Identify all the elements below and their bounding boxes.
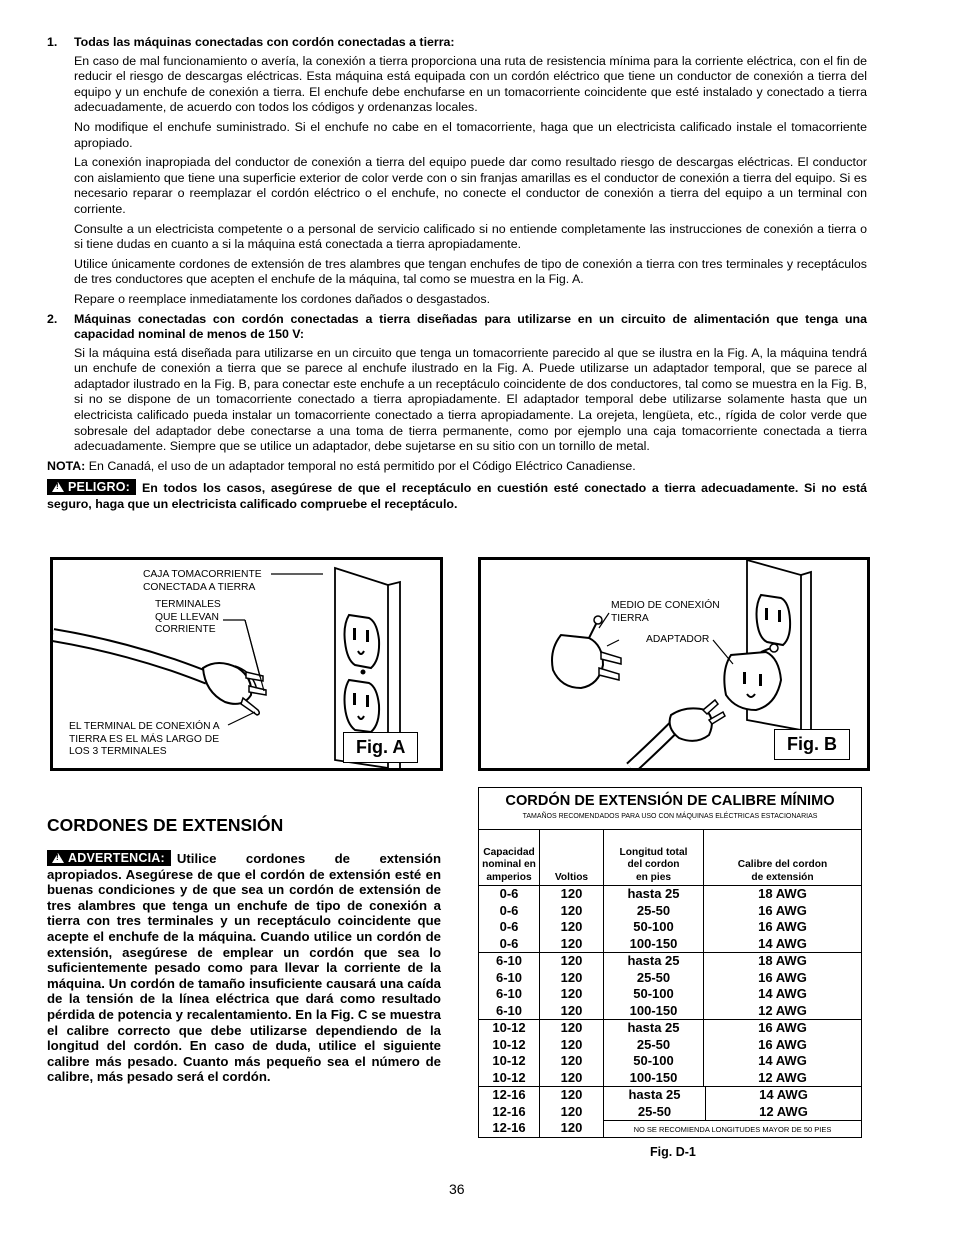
table-cell: 12 AWG (758, 1002, 807, 1018)
volts-column (539, 953, 603, 1019)
section-title: CORDONES DE EXTENSIÓN (47, 815, 284, 835)
warning-triangle-icon (52, 853, 64, 863)
table-cell: 14 AWG (759, 1087, 808, 1102)
table-cell: 50-100 (633, 919, 674, 934)
label-live-terminals: TERMINALES QUE LLEVAN CORRIENTE (155, 599, 221, 635)
label-ground-means: MEDIO DE CONEXIÓN TIERRA (611, 600, 720, 624)
danger-text: En todos los casos, asegúrese de que el receptáculo en cuestión esté conectado a tierra adecuadamente. Si no está seguro, haga que un electricista calificado compruebe el receptáculo. (47, 481, 867, 512)
volts-column (539, 1087, 603, 1137)
table-cell: 120 (560, 969, 583, 985)
warning-text (47, 850, 441, 1085)
table-cell: 16 AWG (758, 1020, 807, 1035)
item-number: 2. (47, 311, 58, 326)
table-cell: 120 (560, 1087, 583, 1102)
table-cell: 120 (560, 1069, 583, 1085)
table-cell: 50-100 (633, 1053, 674, 1068)
table-cell: 6-10 (495, 986, 523, 1001)
item-title: Todas las máquinas conectadas con cordón conectadas a tierra: (74, 35, 455, 49)
table-cell: 120 (560, 1103, 583, 1119)
item-title: Máquinas conectadas con cordón conectadas a tierra diseñadas para utilizarse en un circuito de alimentación que tenga una capacidad nominal de menos de 150 V: (74, 311, 867, 342)
length-column (603, 1020, 703, 1086)
column-headers (479, 830, 861, 886)
fig-a-tag: Fig. A (343, 732, 418, 763)
header-gauge: Calibre del cordon de extensión (703, 830, 861, 885)
extension-cords-section (47, 815, 441, 1085)
danger-badge (47, 479, 136, 495)
table-cell: hasta 25 (627, 1020, 680, 1035)
table-cell: 25-50 (636, 969, 671, 985)
table-cell: 25-50 (637, 1103, 672, 1119)
table-cell: 120 (560, 886, 583, 901)
note (47, 459, 867, 475)
table-row-group (479, 1020, 861, 1087)
table-subtitle: TAMAÑOS RECOMENDADOS PARA USO CON MÁQUINAS ELÉCTRICAS ESTACIONARIAS (522, 813, 818, 820)
warning-body: Utilice cordones de extensión apropiados. Asegúrese de que el cordón de extensión esté en buenas condiciones y de que sea un cordón de extensión de tres alambres que tenga un enchufe de tipo de conexión a tierra con tres terminales y un receptáculo coincidente que acepte el enchufe de la máquina. Cuando utilice un cordón de extensión, asegúrese de emplear un cordón que sea lo suficientemente pesado como para llevar la corriente de la máquina. Un cordón de tamaño insuficiente causará una caída de la tensión de la línea eléctrica que dará como resultado pérdida de potencia y recalentamiento. En la Fig. C se muestra el calibre correcto que debe utilizarse dependiendo de la longitud del cordón. En caso de duda, utilice el siguiente calibre más pesado. Cuanto más pequeño sea el número de calibre, más pesado será el cordón. (47, 851, 441, 1085)
table-cell: 25-50 (636, 902, 671, 918)
label-adapter: ADAPTADOR (646, 634, 710, 645)
table-cell: 12-16 (492, 1103, 526, 1119)
table-cell: 120 (560, 1120, 583, 1135)
table-cell: 6-10 (495, 969, 523, 985)
table-cell: 0-6 (499, 902, 519, 918)
table-cell: 12 AWG (758, 1069, 807, 1085)
table-cell: 50-100 (633, 986, 674, 1001)
note-label: NOTA: (47, 458, 86, 473)
danger-badge-label: PELIGRO: (68, 480, 131, 495)
table-cell: 16 AWG (758, 969, 807, 985)
header-volts: Voltios (539, 830, 603, 885)
label-ground-terminal: EL TERMINAL DE CONEXIÓN A TIERRA ES EL MÁS LARGO DE LOS 3 TERMINALES (69, 721, 220, 757)
label-outlet-box: CAJA TOMACORRIENTE CONECTADA A TIERRA (143, 569, 262, 593)
table-note: NO SE RECOMIENDA LONGITUDES MAYOR DE 50 PIES (603, 1121, 861, 1137)
volts-column (539, 886, 603, 952)
table-cell: 120 (560, 986, 583, 1001)
volts-column (539, 1020, 603, 1086)
table-cell: 6-10 (495, 1002, 523, 1018)
danger-warning (47, 479, 867, 512)
table-cell: 18 AWG (758, 886, 807, 901)
table-cell: 14 AWG (758, 1053, 807, 1068)
table-cell: 18 AWG (758, 953, 807, 968)
table-cell: 100-150 (629, 1002, 678, 1018)
table-cell: 100-150 (629, 1069, 678, 1085)
table-cell: 120 (560, 919, 583, 934)
table-cell: 120 (560, 953, 583, 968)
table-cell: 12-16 (492, 1120, 526, 1135)
instruction-item-2 (47, 312, 867, 346)
length-column (603, 953, 703, 1019)
table-header (479, 788, 861, 830)
table-cell: 120 (560, 1053, 583, 1068)
table-caption: Fig. D-1 (650, 1145, 696, 1159)
gauge-column (705, 1087, 861, 1120)
paragraph: Repare o reemplace inmediatamente los cordones dañados o desgastados. (74, 291, 491, 306)
note-text: En Canadá, el uso de un adaptador temporal no está permitido por el Código Eléctrico Canadiense. (85, 458, 636, 473)
paragraph: No modifique el enchufe suministrado. Si el enchufe no cabe en el tomacorriente, haga que un electricista calificado instale el tomacorriente apropiado. (74, 119, 867, 150)
figure-b (478, 557, 870, 771)
table-cell: 16 AWG (758, 902, 807, 918)
table-cell: 120 (560, 902, 583, 918)
header-length: Longitud total del cordon en pies (603, 830, 703, 885)
figure-a (50, 557, 443, 771)
header-amps: Capacidad nominal en amperios (482, 846, 536, 883)
grounding-instructions (47, 35, 867, 513)
table-cell: 0-6 (499, 935, 519, 951)
fig-b-tag: Fig. B (774, 729, 850, 760)
table-cell: 100-150 (629, 935, 678, 951)
amps-column (479, 1020, 539, 1086)
length-column (603, 886, 703, 952)
table-cell: 14 AWG (758, 986, 807, 1001)
gauge-column (703, 953, 861, 1019)
table-row-group (479, 1087, 861, 1137)
gauge-column (703, 886, 861, 952)
warning-badge (47, 850, 171, 866)
amps-column (479, 886, 539, 952)
paragraph: La conexión inapropiada del conductor de conexión a tierra del equipo puede dar como resultado riesgo de descargas eléctricas. El conductor con aislamiento que tiene una superficie exterior de color verde con o sin franjas amarillas es el conductor de conexión a tierra del equipo. Si es necesario reparar o reemplazar el cordón eléctrico o el enchufe, no conecte el conductor de conexión a tierra del equipo a un terminal con corriente. (74, 155, 867, 216)
table-cell: 120 (560, 1036, 583, 1052)
table-row-group (479, 886, 861, 953)
table-cell: 10-12 (492, 1036, 526, 1052)
table-row-group (479, 953, 861, 1020)
table-cell: hasta 25 (627, 886, 680, 901)
table-cell: 16 AWG (758, 1036, 807, 1052)
item-number: 1. (47, 35, 58, 49)
table-cell: 6-10 (495, 953, 523, 968)
partial-columns (603, 1087, 861, 1137)
table-cell: hasta 25 (627, 953, 680, 968)
table-cell: hasta 25 (628, 1087, 681, 1102)
table-cell: 25-50 (636, 1036, 671, 1052)
table-cell: 12 AWG (759, 1103, 808, 1119)
table-cell: 14 AWG (758, 935, 807, 951)
paragraph: Si la máquina está diseñada para utilizarse en un circuito que tenga un tomacorriente parecido al que se ilustra en la Fig. A, la máquina tendrá un enchufe de conexión a tierra que se parece al enchufe ilustrado en la Fig. A. Puede utilizarse un adaptador temporal, que se parece al adaptador ilustrado en la Fig. B, para conectar este enchufe a un receptáculo coincidente de dos conductores, tal como se muestra en la Fig. B, si no se dispone de un tomacorriente conectado a tierra apropiadamente. El adaptador temporal debe utilizarse solamente hasta que un electricista calificado pueda instalar un tomacorriente conectado a tierra apropiadamente. La orejeta, lengüeta, etc., rígida de color verde que sobresale del adaptador debe conectarse a una toma de tierra permanente, como por ejemplo una caja tomacorriente conectada a tierra adecuadamente. Siempre que se utilice un adaptador, debe sujetarse en su sitio con un tornillo de metal. (74, 345, 867, 454)
table-cell: 120 (560, 1020, 583, 1035)
paragraph: Utilice únicamente cordones de extensión de tres alambres que tengan enchufes de tipo de conexión a tierra con tres terminales y receptáculos de tres conductores que acepten el enchufe de la máquina, tal como se muestra en la Fig. A. (74, 256, 867, 287)
table-cell: 0-6 (499, 919, 519, 934)
table-cell: 120 (560, 935, 583, 951)
table-cell: 16 AWG (758, 919, 807, 934)
paragraph: Consulte a un electricista competente o a personal de servicio calificado si no entiende completamente las instrucciones de conexión a tierra o si tiene dudas en cuanto a si la máquina está conectada a tierra apropiadamente. (74, 221, 867, 252)
table-body (479, 886, 861, 1137)
gauge-column (703, 1020, 861, 1086)
table-cell: 0-6 (499, 886, 519, 901)
amps-column (479, 1087, 539, 1137)
table-cell: 10-12 (492, 1069, 526, 1085)
page-number: 36 (449, 1181, 465, 1197)
warning-triangle-icon (52, 482, 64, 492)
paragraph: En caso de mal funcionamiento o avería, la conexión a tierra proporciona una ruta de resistencia mínima para la corriente eléctrica, con el fin de reducir el riesgo de descargas eléctricas. Esta máquina está equipada con un cordón eléctrico que tiene un conductor de conexión a tierra del equipo y un enchufe de conexión a tierra. El enchufe debe enchufarse en un tomacorriente coincidente que esté instalado y conectado a tierra adecuadamente, de acuerdo con todos los códigos y ordenanzas locales. (74, 53, 867, 115)
extension-cord-gauge-table (478, 787, 862, 1138)
instruction-item-1 (47, 35, 867, 54)
amps-column (479, 953, 539, 1019)
length-column (603, 1087, 705, 1120)
table-cell: 10-12 (492, 1020, 526, 1035)
warning-badge-label: ADVERTENCIA: (68, 851, 165, 865)
table-cell: 10-12 (492, 1053, 526, 1068)
table-title: CORDÓN DE EXTENSIÓN DE CALIBRE MÍNIMO (505, 793, 835, 809)
table-cell: 12-16 (492, 1087, 526, 1102)
table-cell: 120 (560, 1002, 583, 1018)
